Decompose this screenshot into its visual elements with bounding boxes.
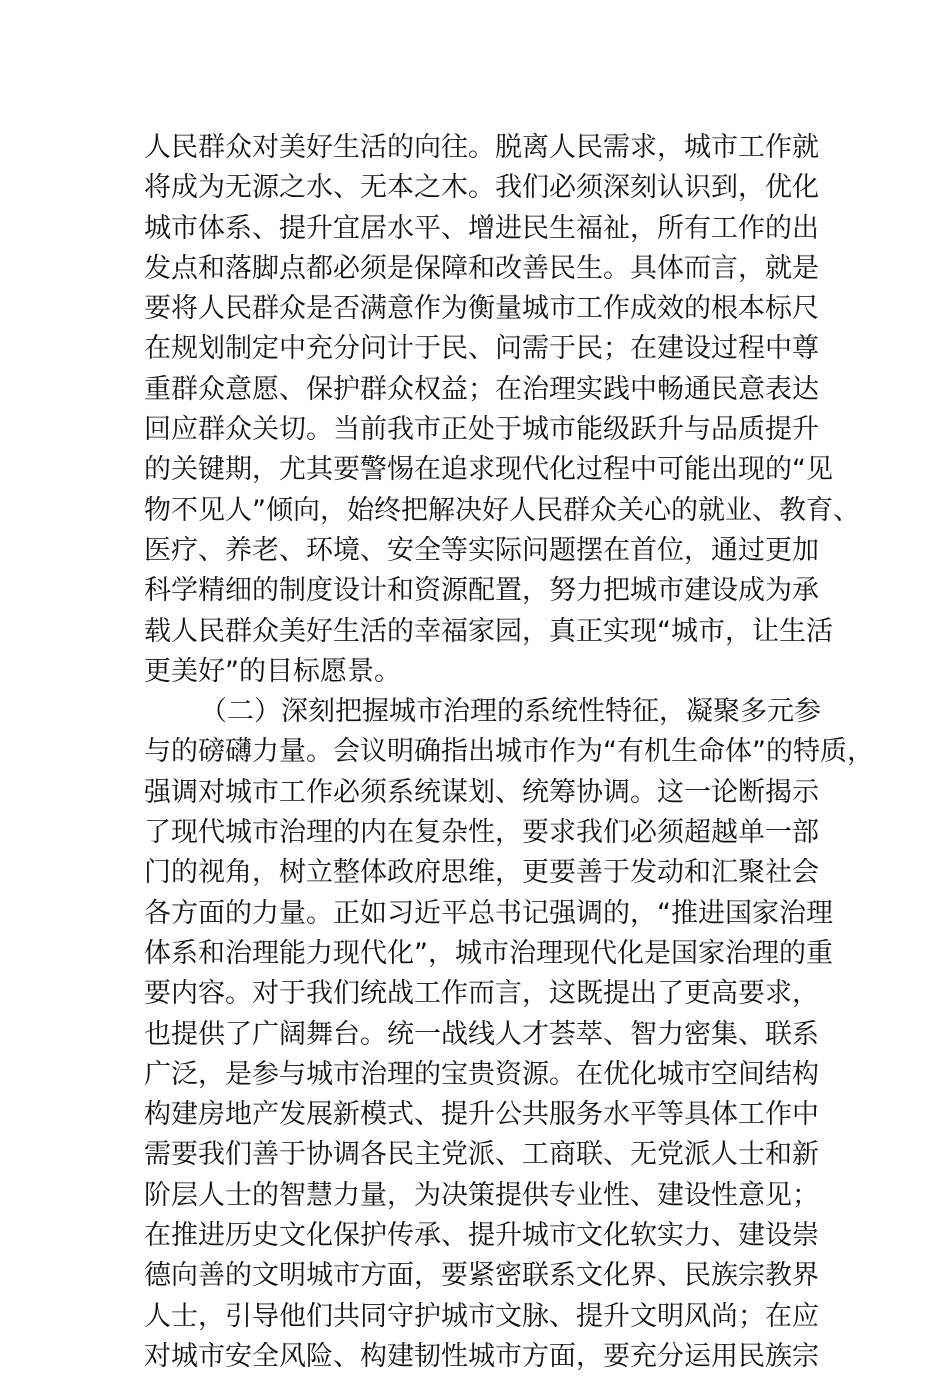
text-line: 需要我们善于协调各民主党派、工商联、无党派人士和新: [144, 1139, 819, 1171]
text-line: 各方面的力量。正如习近平总书记强调的，“推进国家治理: [144, 897, 833, 929]
text-line: 门的视角，树立整体政府思维，更要善于发动和汇聚社会: [144, 857, 819, 889]
text-line: 在推进历史文化保护传承、提升城市文化软实力、建设崇: [144, 1220, 819, 1252]
text-line: 体系和治理能力现代化”，城市治理现代化是国家治理的重: [144, 937, 833, 969]
text-line: 发点和落脚点都必须是保障和改善民生。具体而言，就是: [144, 252, 819, 284]
text-line: 也提供了广阔舞台。统一战线人才荟萃、智力密集、联系: [144, 1018, 819, 1050]
text-line: 了现代城市治理的内在复杂性，要求我们必须超越单一部: [144, 817, 819, 849]
text-line: 城市体系、提升宜居水平、增进民生福祉，所有工作的出: [144, 212, 819, 244]
text-line: 重群众意愿、保护群众权益；在治理实践中畅通民意表达: [144, 373, 819, 405]
text-line: 医疗、养老、环境、安全等实际问题摆在首位，通过更加: [144, 534, 819, 566]
text-line: 人民群众对美好生活的向往。脱离人民需求，城市工作就: [144, 132, 819, 163]
text-line: 回应群众关切。当前我市正处于城市能级跃升与品质提升: [144, 414, 819, 446]
text-line: 更美好”的目标愿景。: [144, 655, 401, 687]
text-line: 要内容。对于我们统战工作而言，这既提出了更高要求，: [144, 978, 819, 1010]
text-line: 要将人民群众是否满意作为衡量城市工作成效的根本标尺: [144, 293, 819, 325]
text-line: 广泛，是参与城市治理的宝贵资源。在优化城市空间结构: [144, 1058, 819, 1090]
body-text: [144, 128, 874, 1377]
text-line: 强调对城市工作必须系统谋划、统筹协调。这一论断揭示: [144, 776, 819, 808]
text-line: 构建房地产发展新模式、提升公共服务水平等具体工作中: [144, 1099, 819, 1131]
text-line: 在规划制定中充分问计于民、问需于民；在建设过程中尊: [144, 333, 819, 365]
text-line: 对城市安全风险、构建韧性城市方面，要充分运用民族宗: [144, 1340, 819, 1372]
text-line: 载人民群众美好生活的幸福家园，真正实现“城市，让生活: [144, 615, 833, 647]
section-heading-line: （二）深刻把握城市治理的系统性特征，凝聚多元参: [200, 696, 821, 728]
text-line: 将成为无源之水、无本之木。我们必须深刻认识到，优化: [144, 172, 819, 204]
text-line: 德向善的文明城市方面，要紧密联系文化界、民族宗教界: [144, 1260, 819, 1292]
text-line: 物不见人”倾向，始终把解决好人民群众关心的就业、教育、: [144, 494, 860, 526]
text-line: 科学精细的制度设计和资源配置，努力把城市建设成为承: [144, 575, 819, 607]
text-line: 人士，引导他们共同守护城市文脉、提升文明风尚；在应: [144, 1300, 819, 1332]
text-line: 阶层人士的智慧力量，为决策提供专业性、建设性意见；: [144, 1179, 819, 1211]
text-line: 的关键期，尤其要警惕在追求现代化过程中可能出现的“见: [144, 454, 833, 486]
text-line: 与的磅礴力量。会议明确指出城市作为“有机生命体”的特质，: [144, 736, 874, 768]
